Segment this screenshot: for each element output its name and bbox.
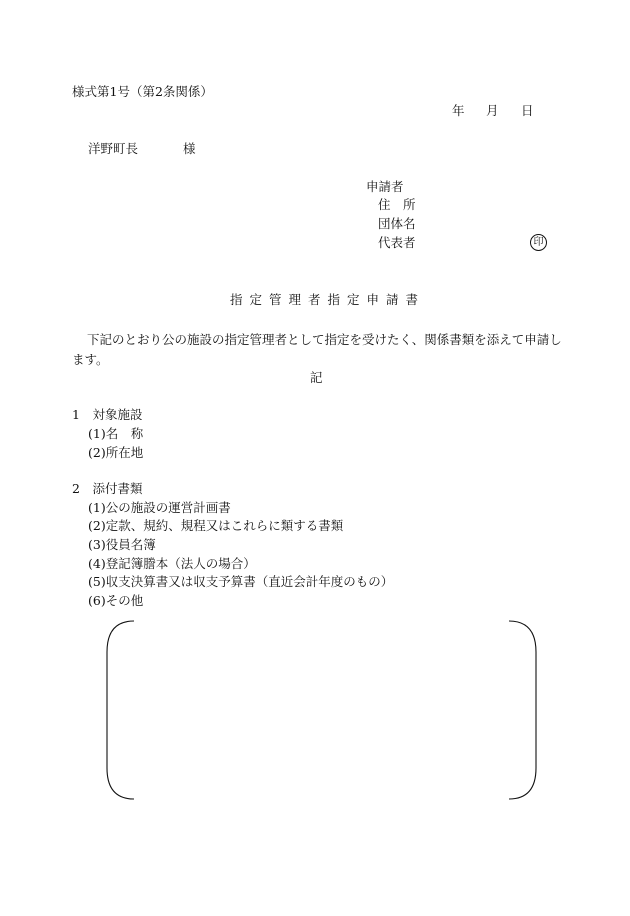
section2-item: (3)役員名簿 [88, 537, 156, 552]
applicant-representative: 代表者 [378, 235, 416, 250]
applicant-organization: 団体名 [378, 216, 416, 231]
section2-heading: 2 添付書類 [72, 481, 143, 496]
applicant-address: 住 所 [378, 197, 416, 212]
addressee-name: 洋野町長 [88, 141, 139, 156]
ki-heading: 記 [310, 370, 323, 385]
section1-item: (2)所在地 [88, 445, 144, 460]
addressee-honorific: 様 [183, 141, 196, 156]
section1-heading: 1 対象施設 [72, 407, 143, 422]
section2-item: (5)収支決算書又は収支予算書（直近会計年度のもの） [88, 574, 394, 589]
date-day: 日 [521, 103, 534, 118]
right-bracket [507, 620, 539, 800]
date-month: 月 [486, 103, 499, 118]
applicant-label: 申請者 [366, 179, 404, 194]
section2-item: (1)公の施設の運営計画書 [88, 500, 231, 515]
date-year: 年 [452, 103, 465, 118]
document-title: 指定管理者指定申請書 [230, 292, 426, 307]
section2-item: (6)その他 [88, 593, 144, 608]
section2-item: (2)定款、規約、規程又はこれらに類する書類 [88, 518, 344, 533]
left-bracket [104, 620, 136, 800]
seal-icon: 印 [530, 234, 547, 251]
section1-item: (1)名 称 [88, 426, 144, 441]
body-paragraph: 下記のとおり公の施設の指定管理者として指定を受けたく、関係書類を添えて申請します。 [72, 332, 562, 367]
section2-item: (4)登記簿謄本（法人の場合） [88, 556, 256, 571]
form-number: 様式第1号（第2条関係） [72, 84, 213, 99]
